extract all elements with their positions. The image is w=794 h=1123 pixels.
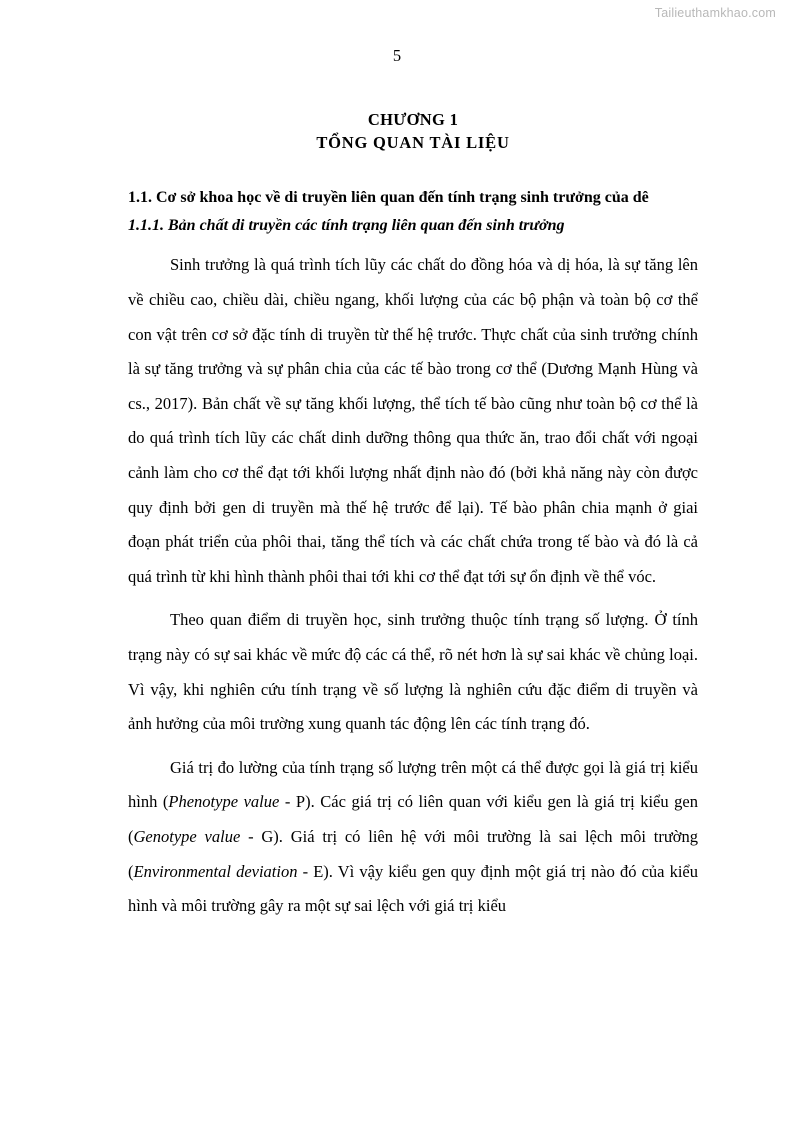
- paragraph-3-segment-3: - G). Giá trị có liên hệ với môi trường là sai lệch môi trường (: [128, 826, 698, 881]
- chapter-title-line-2: TỔNG QUAN TÀI LIỆU: [316, 133, 510, 153]
- section-heading-1-1: 1.1. Cơ sở khoa học về di truyền liên quan đến tính trạng sinh trưởng của dê: [128, 188, 649, 206]
- page-number: 5: [392, 46, 402, 65]
- paragraph-1: Sinh trưởng là quá trình tích lũy các chất do đồng hóa và dị hóa, là sự tăng lên về chiều cao, chiều dài, chiều ngang, khối lượng của các bộ phận và toàn bộ cơ thể con vật trên cơ sở đặc tính di truyền từ thế hệ trước. Thực chất của sinh trưởng chính là sự tăng trưởng và sự phân chia của các tế bào trong cơ thể (Dương Mạnh Hùng và cs., 2017). Bản chất về sự tăng khối lượng, thể tích tế bào cũng như toàn bộ cơ thể là do quá trình tích lũy các chất dinh dưỡng thông qua thức ăn, trao đổi chất với ngoại cảnh làm cho cơ thể đạt tới khối lượng nhất định nào đó (bởi khả năng này còn được quy định bởi gen di truyền mà thế hệ trước để lại). Tế bào phân chia mạnh ở giai đoạn phát triển của phôi thai, tăng thể tích và các chất chứa trong tế bào và đó là cả quá trình từ khi hình thành phôi thai tới khi cơ thể đạt tới sự ổn định về thể vóc.: [128, 255, 698, 586]
- term-phenotype-value: Phenotype value: [168, 792, 280, 812]
- paragraph-3: [128, 751, 698, 924]
- chapter-title: [128, 108, 698, 155]
- term-genotype-value: Genotype value: [133, 826, 241, 846]
- paragraph-3-segment-1: Giá trị đo lường của tính trạng số lượng trên một cá thể được gọi là giá trị kiểu hình (: [128, 757, 698, 812]
- page-content: [128, 108, 698, 924]
- paragraph-2: Theo quan điểm di truyền học, sinh trưởng thuộc tính trạng số lượng. Ở tính trạng này có sự sai khác về mức độ các cá thể, rõ nét hơn là sự sai khác về chủng loại. Vì vậy, khi nghiên cứu tính trạng về số lượng là nghiên cứu đặc điểm di truyền và ảnh hưởng của môi trường xung quanh tác động lên các tính trạng đó.: [128, 610, 698, 734]
- paragraph-3-segment-2: - P). Các giá trị có liên quan với kiểu gen là giá trị kiểu gen (: [128, 792, 698, 846]
- term-environmental-deviation: Environmental deviation: [133, 861, 298, 881]
- chapter-title-line-1: CHƯƠNG 1: [367, 110, 459, 129]
- site-watermark: Tailieuthamkhao.com: [654, 6, 776, 20]
- section-heading-1-1-1: 1.1.1. Bản chất di truyền các tính trạng liên quan đến sinh trưởng: [128, 216, 565, 234]
- paragraph-3-segment-4: - E). Vì vậy kiểu gen quy định một giá trị nào đó của kiểu hình và môi trường gây ra một sự sai lệch với giá trị kiểu: [128, 861, 699, 916]
